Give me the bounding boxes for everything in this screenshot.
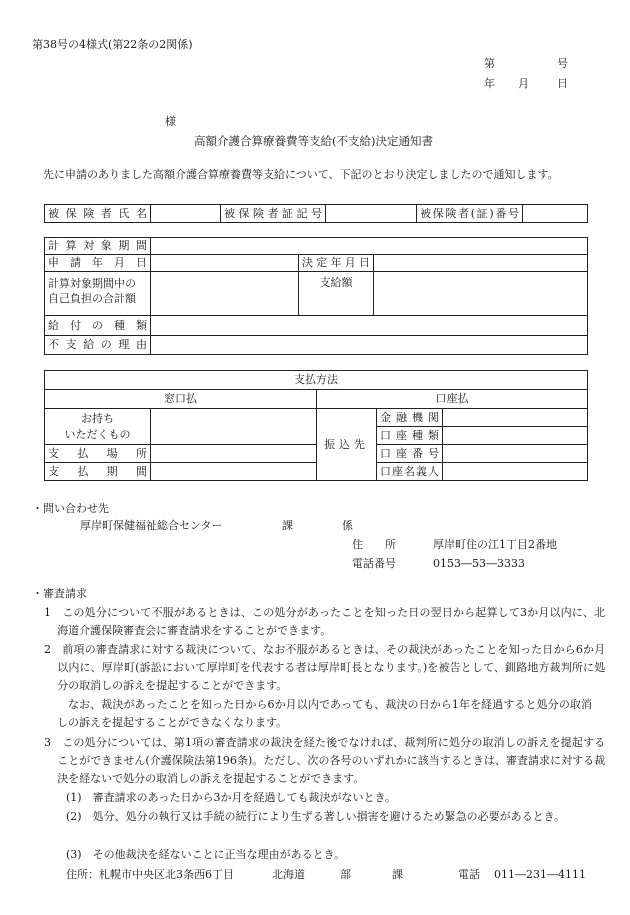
contact-address-label: 住 所: [352, 538, 396, 551]
account-holder-value[interactable]: [443, 463, 588, 481]
account-type-value[interactable]: [443, 427, 588, 445]
document-title: 高額介護合算療養費等支給(不支給)決定通知書: [194, 134, 433, 148]
payment-amount-value[interactable]: [374, 272, 588, 316]
footer-phone-label: 電話: [458, 868, 480, 881]
insured-name-label: 被保険者氏名: [45, 205, 151, 223]
decision-date-value[interactable]: [374, 255, 588, 272]
appeal-item-3: (3) その他裁決を経ないことに正当な理由があるとき。: [66, 848, 346, 861]
payment-method-table: [44, 370, 588, 481]
account-holder-label: 口座名義人: [377, 463, 443, 481]
date-day: 日: [557, 77, 568, 90]
insured-name-value[interactable]: [151, 205, 221, 223]
bring-items-line1: お持ち: [81, 411, 114, 425]
appeal-item-2: (2) 処分、処分の執行又は手続の続行により生ずる著しい損害を避けるため緊急の必要があるとき。: [66, 810, 566, 823]
contact-office: 厚岸町保健福祉総合センター: [80, 519, 223, 532]
payment-method-heading: 支払方法: [45, 371, 588, 390]
non-payment-reason-value[interactable]: [151, 336, 588, 355]
bring-items-line2: いただくもの: [64, 427, 131, 441]
footer-prefecture: 北海道: [272, 868, 305, 881]
burden-label-line1: 計算対象期間中の: [48, 277, 136, 290]
appeal-heading: ・審査請求: [32, 587, 87, 600]
appeal-para-1: 1 この処分について不服があるときは、この処分があったことを知った日の翌日から起算して3か月以内に、北海道介護保険審査会に審査請求をすることができます。: [44, 606, 606, 637]
payment-amount-label: 支給額: [299, 272, 374, 316]
contact-staff: 係: [342, 519, 353, 532]
account-payment-heading: 口座払: [317, 390, 588, 409]
burden-label-line2: 自己負担の合計額: [48, 292, 136, 305]
appeal-para-2b: なお、裁決があったことを知った日から6か月以内であっても、裁決の日から1年を経過すると処分の取消しの訴えを提起することができなくなります。: [57, 698, 592, 729]
insured-number-label: 被保険者(証)番号: [417, 205, 523, 223]
pay-place-label: 支払場所: [45, 445, 151, 463]
account-number-value[interactable]: [443, 445, 588, 463]
apply-date-label: 申請年月日: [45, 255, 151, 272]
bank-value[interactable]: [443, 409, 588, 427]
benefit-type-label: 給付の種類: [45, 316, 151, 336]
pay-period-value[interactable]: [151, 463, 317, 481]
benefit-type-value[interactable]: [151, 316, 588, 336]
appeal-item-1: (1) 審査請求のあった日から3か月を経過しても裁決がないとき。: [66, 791, 397, 804]
bring-items-value[interactable]: [151, 409, 317, 445]
footer-section: 課: [392, 868, 403, 881]
contact-section: 課: [282, 519, 293, 532]
doc-number-suffix: 号: [557, 57, 568, 70]
period-label: 計算対象期間: [45, 238, 151, 255]
account-number-label: 口座番号: [377, 445, 443, 463]
footer-phone: 011―231―4111: [494, 868, 586, 881]
contact-phone: 0153―53―3333: [433, 557, 525, 570]
appeal-para-3: 3 この処分については、第1項の審査請求の裁決を経た後でなければ、裁判所に処分の取消しの訴えを提起することができません(介護保険法第196条)。ただし、次の各号のいずれかに該当するときは、審査請求に対する裁決を経ないで処分の取消しの訴えを提起することができます。: [44, 736, 606, 785]
contact-phone-label: 電話番号: [352, 557, 396, 570]
account-type-label: 口座種類: [377, 427, 443, 445]
intro-text: 先に申請のありました高額介護合算療養費等支給について、下記のとおり決定しましたので通知します。: [43, 168, 559, 181]
bring-items-label: [45, 409, 151, 445]
recipient-honorific: 様: [165, 115, 176, 128]
date-month: 月: [518, 77, 529, 90]
appeal-para-2: 2 前項の審査請求に対する裁決について、なお不服があるときは、その裁決があったことを知った日から6か月以内に、厚岸町(訴訟において厚岸町を代表する者は厚岸町長となります。)を被告として、釧路地方裁判所に処分の取消しの訴えを提起することができます。: [44, 643, 606, 692]
apply-date-value[interactable]: [151, 255, 299, 272]
decision-date-label: 決定年月日: [299, 255, 374, 272]
insured-number-value[interactable]: [523, 205, 588, 223]
insured-info-table: [44, 204, 588, 223]
pay-period-label: 支払期間: [45, 463, 151, 481]
period-value[interactable]: [151, 238, 588, 255]
doc-number-prefix: 第: [484, 57, 495, 70]
calculation-table: [44, 237, 588, 355]
insured-cert-value[interactable]: [326, 205, 417, 223]
bank-label: 金融機関: [377, 409, 443, 427]
burden-value[interactable]: [151, 272, 299, 316]
burden-label: [45, 272, 151, 316]
form-number: 第38号の4様式(第22条の2関係): [32, 38, 193, 51]
transfer-to-label: 振込先: [317, 409, 377, 481]
contact-heading: ・問い合わせ先: [32, 502, 109, 515]
insured-cert-label: 被保険者証記号: [221, 205, 326, 223]
pay-place-value[interactable]: [151, 445, 317, 463]
non-payment-reason-label: 不支給の理由: [45, 336, 151, 355]
footer-department: 部: [340, 868, 351, 881]
contact-address: 厚岸町住の江1丁目2番地: [433, 538, 557, 551]
window-payment-heading: 窓口払: [45, 390, 317, 409]
footer-address: 住所：札幌市中央区北3条西6丁目: [66, 868, 234, 881]
date-year: 年: [484, 77, 495, 90]
